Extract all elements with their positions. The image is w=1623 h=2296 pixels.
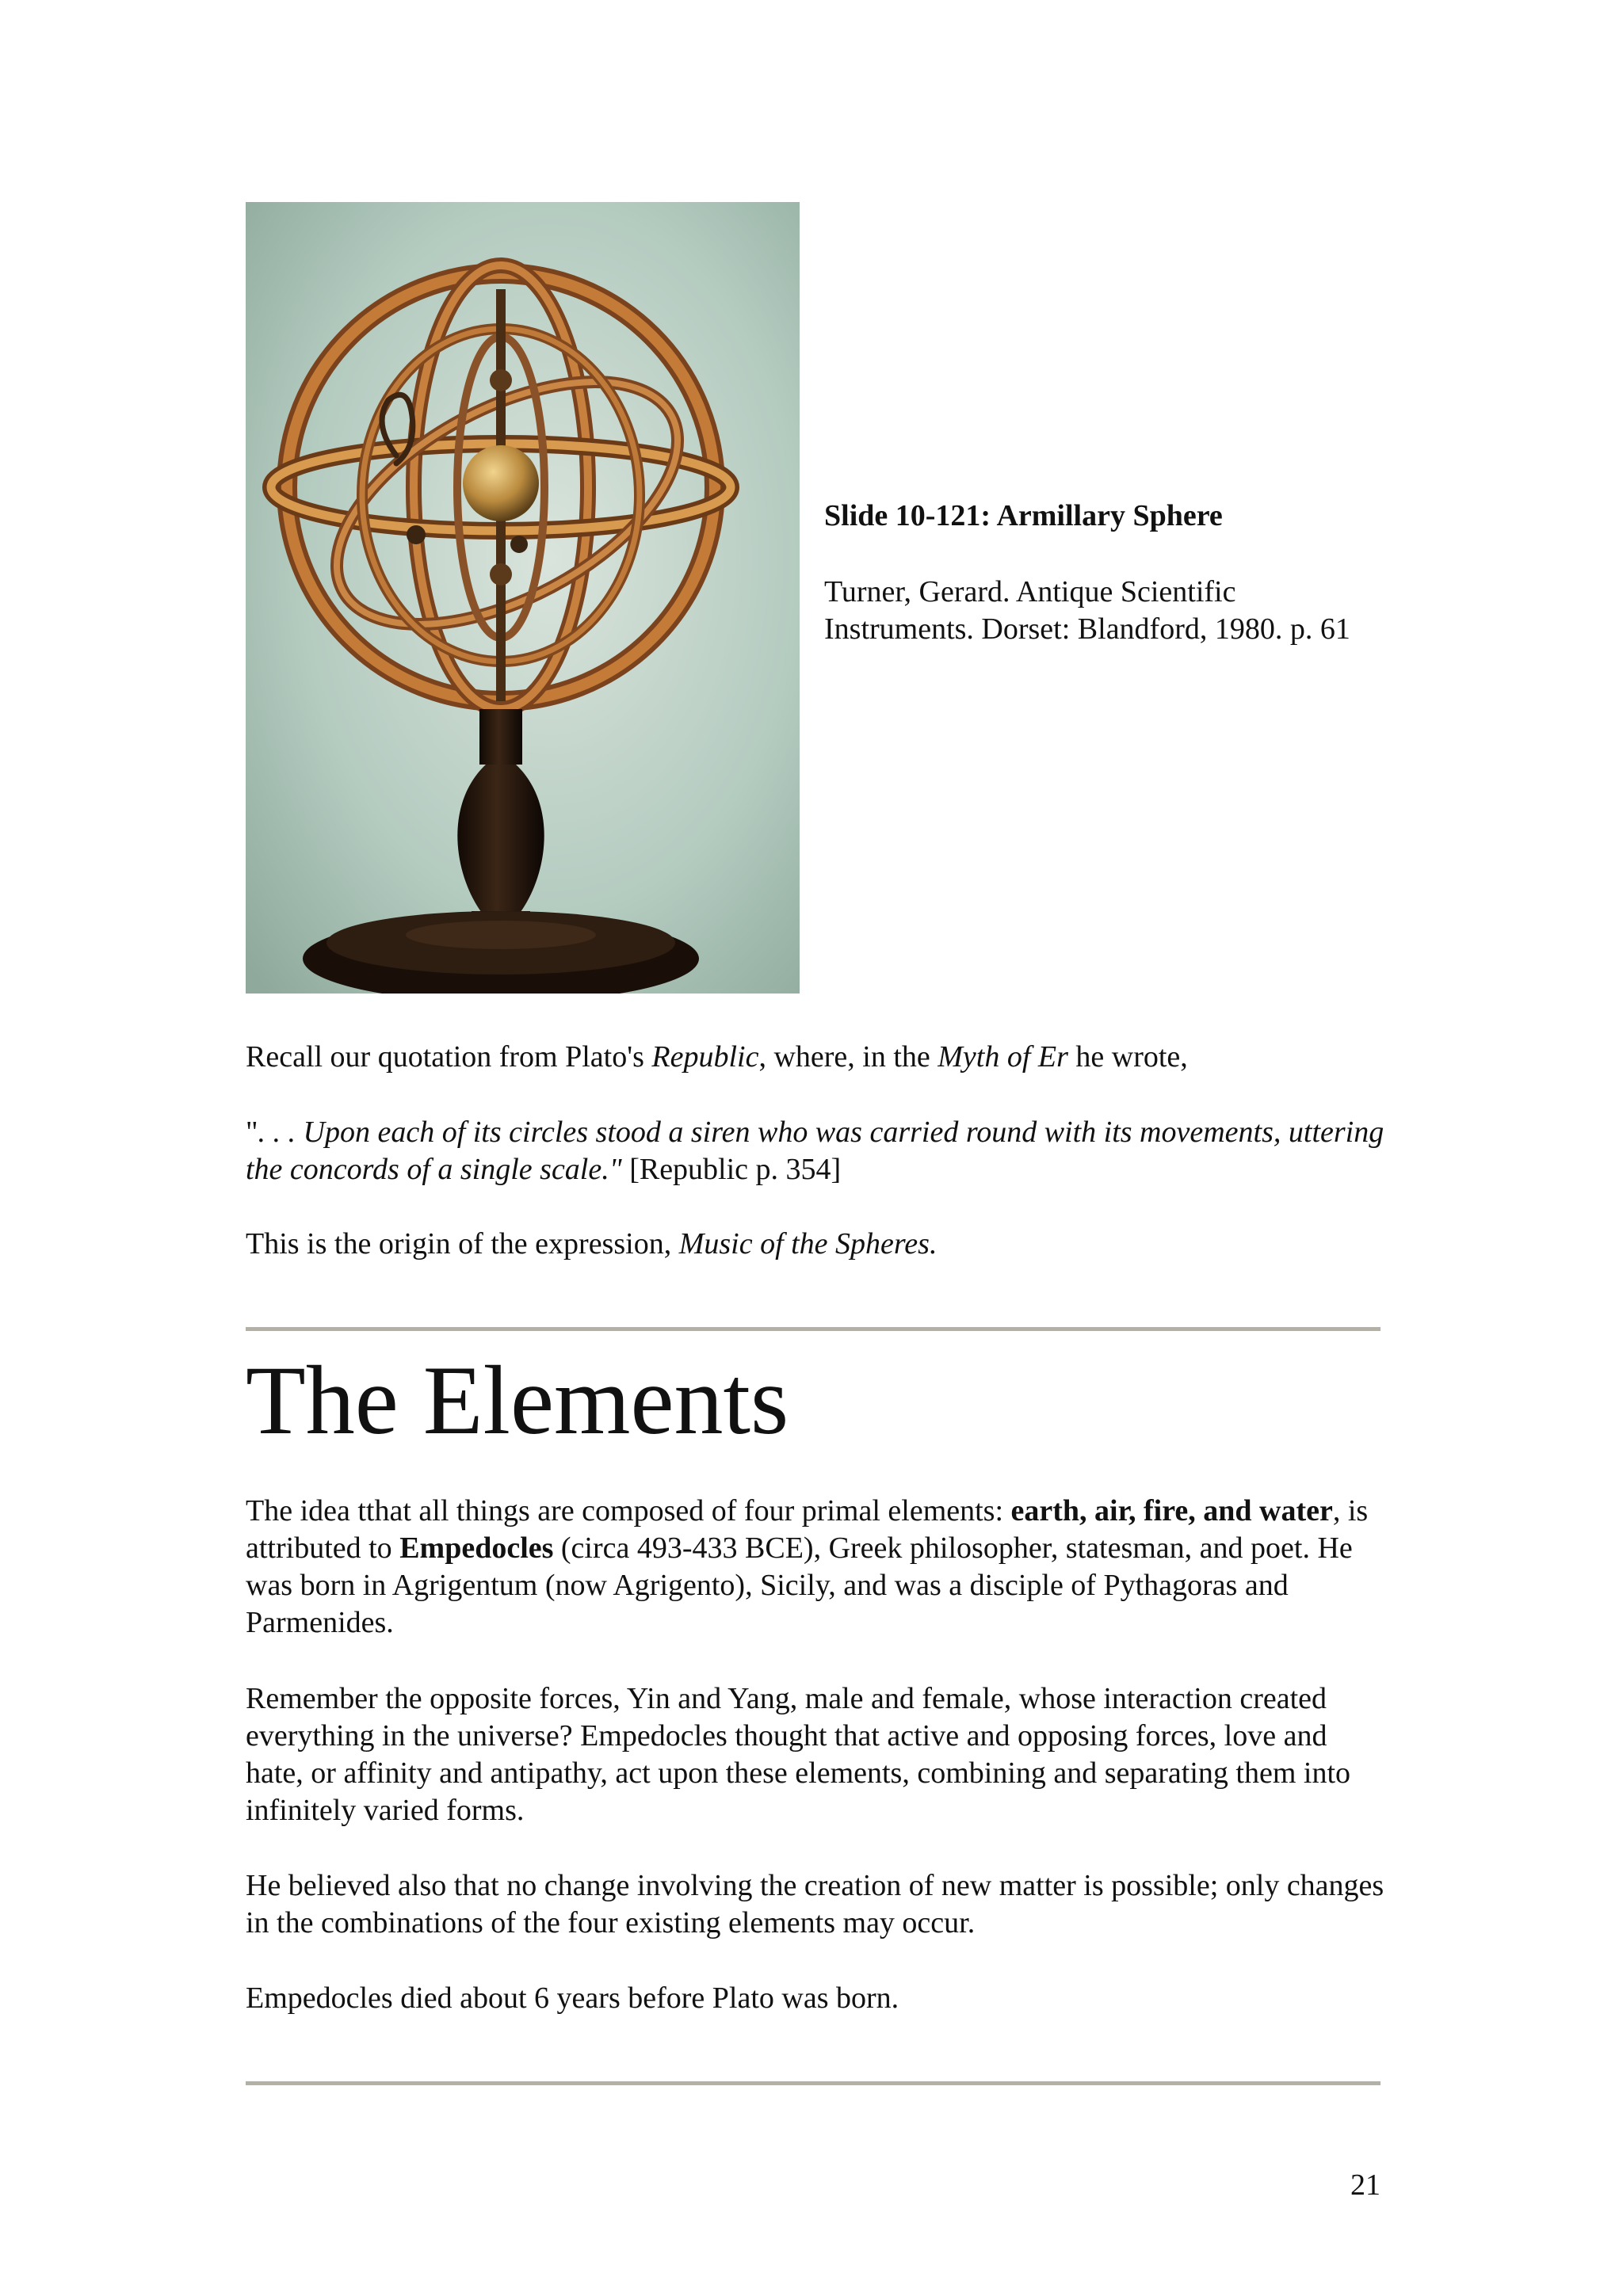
caption-citation: Turner, Gerard. Antique Scientific Instruments. Dorset: Blandford, 1980. p. 61 <box>824 575 1350 646</box>
page-number: 21 <box>1350 2168 1381 2202</box>
text-span: (circa 493-433 BCE), Greek philosopher, statesman, and poet. He was born in Agrigentum (now Agrigento), Sicily, and was a disciple of Pythagoras and Parmenides. <box>246 1531 1353 1639</box>
section-heading: The Elements <box>246 1346 789 1455</box>
text-span: This is the origin of the expression, <box>246 1227 679 1261</box>
text-span: , where, in the <box>758 1040 938 1074</box>
horizontal-rule-top <box>246 1327 1381 1331</box>
empedocles-bold: Empedocles <box>399 1531 554 1565</box>
quote-mark: " <box>246 1116 258 1149</box>
four-elements-bold: earth, air, fire, and water <box>1010 1494 1333 1527</box>
music-of-spheres-phrase: Music of the Spheres. <box>678 1227 938 1261</box>
figure-caption <box>824 498 1379 648</box>
elements-paragraph-1 <box>246 1493 1387 1642</box>
elements-paragraph-3: He believed also that no change involving the creation of new matter is possible; only changes in the combinations of the four existing elements may occur. <box>246 1869 1384 1939</box>
myth-of-er-title: Myth of Er <box>938 1040 1068 1074</box>
horizontal-rule-bottom <box>246 2081 1381 2085</box>
plato-quotation <box>246 1114 1387 1188</box>
text-span: , is attributed to <box>246 1494 1369 1565</box>
intro-paragraph-3 <box>246 1226 1387 1263</box>
armillary-sphere-image <box>246 202 800 994</box>
elements-paragraph-4: Empedocles died about 6 years before Plato was born. <box>246 1981 899 2015</box>
elements-paragraph-2: Remember the opposite forces, Yin and Yang, male and female, whose interaction created everything in the universe? Empedocles thought that active and opposing forces, love and hate, or affinity and antipathy, act upon these elements, combining and separating them into infinitely varied forms. <box>246 1682 1350 1827</box>
republic-title: Republic <box>651 1040 759 1074</box>
quote-reference: [Republic p. 354] <box>621 1153 842 1186</box>
text-span: he wrote, <box>1067 1040 1188 1074</box>
intro-paragraph-1 <box>246 1039 1387 1076</box>
quote-text: . . . Upon each of its circles stood a siren who was carried round with its movements, uttering the concords of a single scale." <box>246 1116 1384 1186</box>
text-span: Recall our quotation from Plato's <box>246 1040 652 1074</box>
caption-title: Slide 10-121: Armillary Sphere <box>824 499 1223 532</box>
text-span: The idea tthat all things are composed of four primal elements: <box>246 1494 1011 1527</box>
armillary-sphere-illustration <box>246 202 800 994</box>
